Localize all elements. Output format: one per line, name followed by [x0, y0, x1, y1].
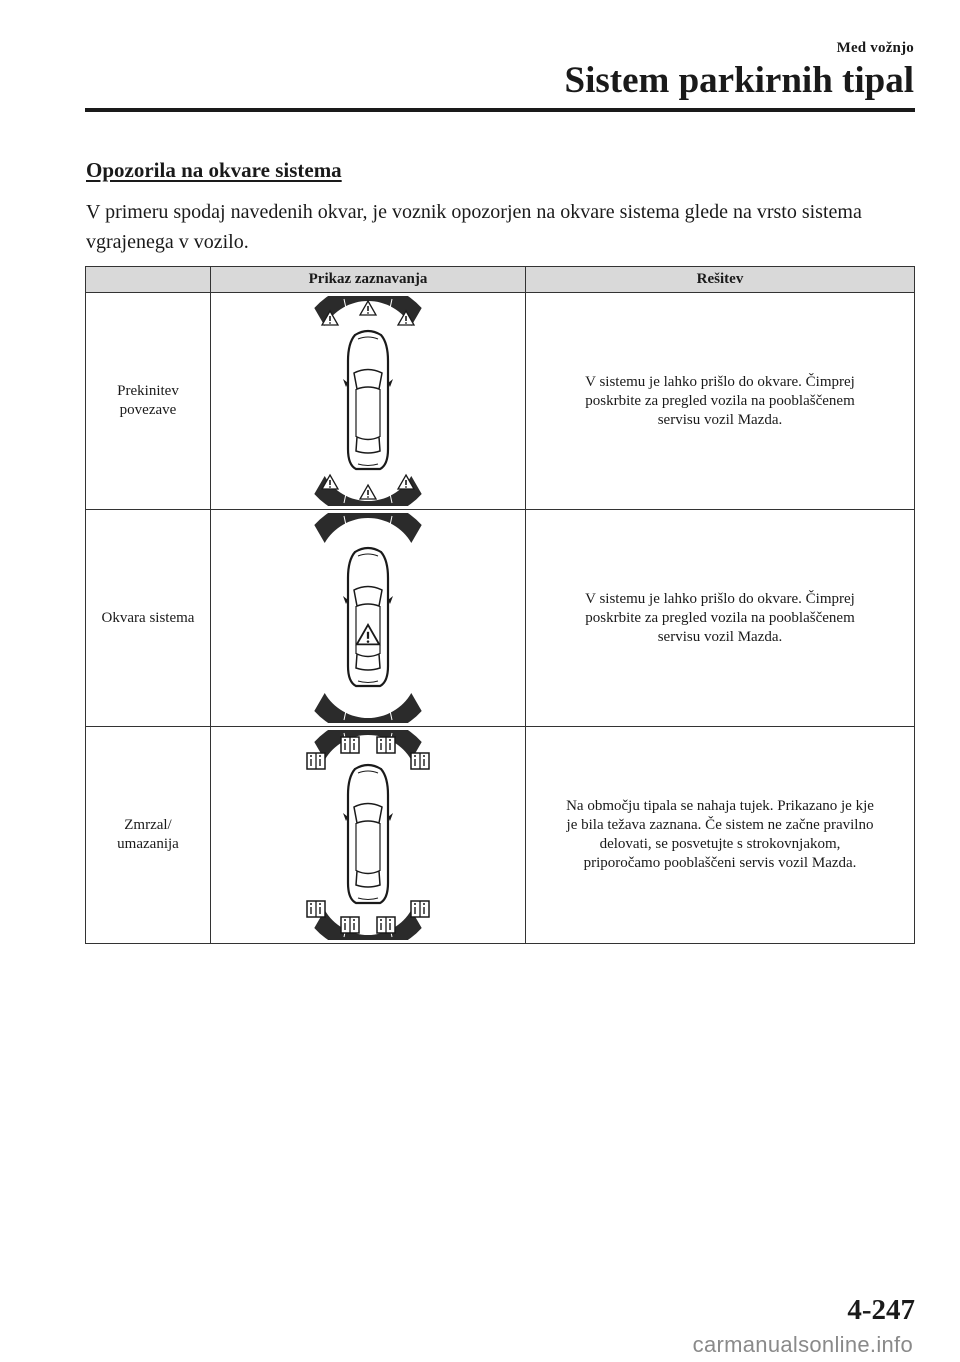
table-row	[86, 293, 915, 510]
solution-cell	[526, 727, 915, 944]
solution-text: V sistemu je lahko prišlo do okvare. Čimprej	[585, 590, 855, 607]
condition-text: Prekinitev	[117, 383, 179, 399]
page-title: Sistem parkirnih tipal	[564, 60, 914, 101]
rear-sensor-arcs	[314, 690, 421, 723]
header-condition	[86, 267, 211, 293]
solution-text: je bila težava zaznana. Če sistem ne začne pravilno	[566, 817, 874, 833]
car-icon	[343, 548, 393, 686]
table-row	[86, 727, 915, 944]
warning-icon	[360, 301, 376, 315]
info-book-icon	[341, 737, 359, 753]
info-book-icon	[411, 901, 429, 917]
table-header-row	[86, 267, 915, 293]
car-icon	[343, 765, 393, 903]
solution-text: servisu vozil Mazda.	[657, 628, 783, 645]
solution-cell	[526, 510, 915, 727]
info-book-icon	[307, 753, 325, 769]
page-number: 4-247	[847, 1294, 915, 1326]
condition-text: povezave	[119, 402, 177, 418]
front-sensor-arcs	[314, 730, 421, 763]
solution-text: servisu vozil Mazda.	[657, 411, 783, 428]
info-book-icon	[377, 917, 395, 933]
solution-cell	[526, 293, 915, 510]
car-sensor-dirt-diagram	[303, 730, 433, 940]
warning-icon	[360, 485, 376, 499]
display-cell	[211, 510, 526, 727]
solution-text: Na območju tipala se nahaja tujek. Prikazano je kje	[566, 798, 874, 814]
header-display: Prikaz zaznavanja	[211, 267, 526, 293]
rear-sensor-arcs	[314, 907, 421, 940]
condition-text: Zmrzal/	[124, 817, 172, 833]
info-book-icon	[341, 917, 359, 933]
car-icon	[343, 331, 393, 469]
condition-cell	[86, 727, 211, 944]
section-intro: V primeru spodaj navedenih okvar, je voznik opozorjen na okvare sistema glede na vrsto sistema vgrajenega v vozilo.	[86, 201, 862, 253]
solution-text: delovati, se posvetujte s strokovnjakom,	[599, 836, 841, 852]
condition-text: umazanija	[117, 836, 179, 852]
chapter-label: Med vožnjo	[836, 40, 914, 56]
solution-text: V sistemu je lahko prišlo do okvare. Čimprej	[585, 373, 855, 390]
display-cell	[211, 293, 526, 510]
solution-text: poskrbite za pregled vozila na pooblaščenem	[585, 392, 855, 409]
watermark: carmanualsonline.info	[692, 1332, 913, 1357]
header-solution: Rešitev	[526, 267, 915, 293]
fault-table	[85, 266, 915, 944]
info-book-icon	[411, 753, 429, 769]
header-rule	[85, 108, 915, 112]
section-title: Opozorila na okvare sistema	[86, 158, 342, 182]
display-cell	[211, 727, 526, 944]
solution-text: priporočamo pooblaščeni servis vozil Mazda.	[583, 855, 857, 871]
condition-text: Okvara sistema	[101, 609, 195, 626]
info-book-icon	[307, 901, 325, 917]
car-system-fault-diagram	[303, 513, 433, 723]
table-row	[86, 510, 915, 727]
condition-cell	[86, 293, 211, 510]
info-book-icon	[377, 737, 395, 753]
condition-cell	[86, 510, 211, 727]
front-sensor-arcs	[314, 513, 421, 546]
car-warning-sensors-diagram	[303, 296, 433, 506]
solution-text: poskrbite za pregled vozila na pooblaščenem	[585, 609, 855, 626]
